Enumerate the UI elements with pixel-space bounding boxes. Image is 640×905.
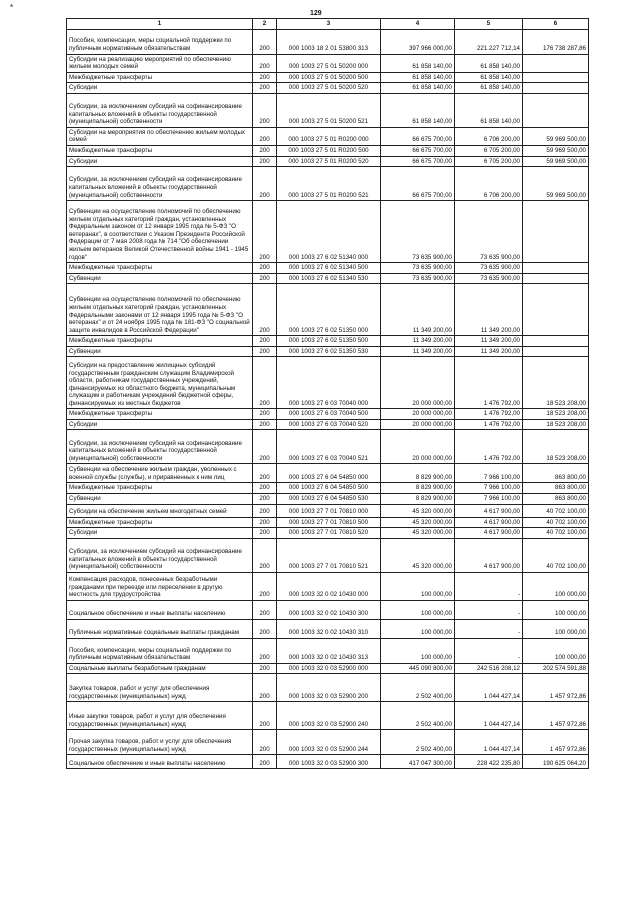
row-name: Пособия, компенсации, меры социальной поддержки по публичным нормативным обязательствам xyxy=(67,638,253,663)
row-executed: 4 617 900,00 xyxy=(455,504,523,517)
row-budget-code: 000 1003 18 2 01 53800 313 xyxy=(277,29,381,54)
row-unexecuted: 18 523 208,00 xyxy=(523,430,589,464)
row-name: Закупка товаров, работ и услуг для обеспечения государственных (муниципальных) нужд xyxy=(67,674,253,702)
row-line-code: 200 xyxy=(253,409,277,420)
row-executed: 7 966 100,00 xyxy=(455,494,523,505)
row-budget-code: 000 1003 27 6 04 54850 000 xyxy=(277,464,381,483)
row-unexecuted: 100 000,00 xyxy=(523,600,589,619)
table-row xyxy=(67,167,589,201)
row-budget-code: 000 1003 27 6 02 51350 500 xyxy=(277,336,381,347)
row-approved: 73 635 900,00 xyxy=(381,201,455,263)
row-budget-code: 000 1003 27 6 03 70040 000 xyxy=(277,357,381,409)
row-budget-code: 000 1003 32 0 03 52900 240 xyxy=(277,702,381,730)
row-executed: 61 858 140,00 xyxy=(455,83,523,94)
row-unexecuted xyxy=(523,201,589,263)
row-name: Пособия, компенсации, меры социальной поддержки по публичным нормативным обязательствам xyxy=(67,29,253,54)
row-budget-code: 000 1003 27 6 02 51340 000 xyxy=(277,201,381,263)
row-unexecuted xyxy=(523,346,589,357)
row-executed: 7 966 100,00 xyxy=(455,483,523,494)
row-budget-code: 000 1003 27 5 01 R0200 521 xyxy=(277,167,381,201)
row-unexecuted xyxy=(523,284,589,336)
row-budget-code: 000 1003 27 6 02 51350 000 xyxy=(277,284,381,336)
table-row xyxy=(67,127,589,145)
row-budget-code: 000 1003 32 0 03 52900 200 xyxy=(277,674,381,702)
row-executed: 6 705 200,00 xyxy=(455,156,523,167)
row-line-code: 200 xyxy=(253,663,277,674)
row-line-code: 200 xyxy=(253,619,277,638)
row-unexecuted: 40 702 100,00 xyxy=(523,528,589,539)
row-budget-code: 000 1003 27 7 01 70810 521 xyxy=(277,538,381,572)
row-name: Межбюджетные трансферты xyxy=(67,263,253,274)
table-row xyxy=(67,504,589,517)
row-budget-code: 000 1003 27 6 02 51340 500 xyxy=(277,263,381,274)
row-approved: 61 858 140,00 xyxy=(381,54,455,72)
row-unexecuted: 18 523 208,00 xyxy=(523,419,589,430)
row-name: Субсидии xyxy=(67,528,253,539)
row-line-code: 200 xyxy=(253,494,277,505)
row-executed: 11 349 200,00 xyxy=(455,336,523,347)
row-approved: 2 502 400,00 xyxy=(381,730,455,755)
table-row xyxy=(67,156,589,167)
row-budget-code: 000 1003 32 0 02 10430 310 xyxy=(277,619,381,638)
row-executed: 7 966 100,00 xyxy=(455,464,523,483)
row-approved: 11 349 200,00 xyxy=(381,336,455,347)
row-budget-code: 000 1003 27 5 01 50200 500 xyxy=(277,72,381,83)
row-approved: 445 090 800,00 xyxy=(381,663,455,674)
row-executed: 1 044 427,14 xyxy=(455,702,523,730)
table-row xyxy=(67,145,589,156)
row-executed: 242 516 208,12 xyxy=(455,663,523,674)
row-approved: 45 320 000,00 xyxy=(381,538,455,572)
row-unexecuted: 18 523 208,00 xyxy=(523,357,589,409)
row-unexecuted xyxy=(523,83,589,94)
row-approved: 61 858 140,00 xyxy=(381,93,455,127)
row-budget-code: 000 1003 27 6 04 54850 500 xyxy=(277,483,381,494)
header-cell: 4 xyxy=(381,19,455,30)
row-approved: 100 000,00 xyxy=(381,638,455,663)
row-name: Субсидии, за исключением субсидий на софинансирование капитальных вложений в объекты государственной (муниципальной) собственности xyxy=(67,538,253,572)
row-approved: 66 675 700,00 xyxy=(381,156,455,167)
table-row xyxy=(67,572,589,600)
row-budget-code: 000 1003 27 6 02 51340 530 xyxy=(277,273,381,284)
row-budget-code: 000 1003 27 5 01 R0200 000 xyxy=(277,127,381,145)
row-unexecuted: 100 000,00 xyxy=(523,619,589,638)
row-executed: 73 635 900,00 xyxy=(455,273,523,284)
row-unexecuted: 202 574 591,88 xyxy=(523,663,589,674)
row-line-code: 200 xyxy=(253,167,277,201)
row-approved: 11 349 200,00 xyxy=(381,346,455,357)
row-budget-code: 000 1003 32 0 02 10430 000 xyxy=(277,572,381,600)
header-cell: 1 xyxy=(67,19,253,30)
table-row xyxy=(67,674,589,702)
row-line-code: 200 xyxy=(253,83,277,94)
row-name: Межбюджетные трансферты xyxy=(67,72,253,83)
row-budget-code: 000 1003 32 0 03 52900 300 xyxy=(277,755,381,769)
table-row xyxy=(67,600,589,619)
row-executed: 228 422 235,80 xyxy=(455,755,523,769)
row-unexecuted: 40 702 100,00 xyxy=(523,504,589,517)
table-row xyxy=(67,619,589,638)
row-executed: 61 858 140,00 xyxy=(455,54,523,72)
table-row xyxy=(67,273,589,284)
row-budget-code: 000 1003 27 5 01 R0200 520 xyxy=(277,156,381,167)
row-approved: 20 000 000,00 xyxy=(381,419,455,430)
row-unexecuted: 176 738 287,86 xyxy=(523,29,589,54)
row-approved: 8 829 900,00 xyxy=(381,464,455,483)
row-unexecuted: 1 457 972,86 xyxy=(523,674,589,702)
table-body xyxy=(67,19,589,769)
row-budget-code: 000 1003 27 6 02 51350 530 xyxy=(277,346,381,357)
row-unexecuted: 190 625 064,20 xyxy=(523,755,589,769)
row-line-code: 200 xyxy=(253,430,277,464)
row-unexecuted: 100 000,00 xyxy=(523,638,589,663)
row-line-code: 200 xyxy=(253,528,277,539)
row-budget-code: 000 1003 27 6 03 70040 520 xyxy=(277,419,381,430)
row-budget-code: 000 1003 27 5 01 R0200 500 xyxy=(277,145,381,156)
row-line-code: 200 xyxy=(253,755,277,769)
table-row xyxy=(67,702,589,730)
row-line-code: 200 xyxy=(253,600,277,619)
row-approved: 66 675 700,00 xyxy=(381,167,455,201)
row-approved: 45 320 000,00 xyxy=(381,517,455,528)
table-row xyxy=(67,336,589,347)
table-row xyxy=(67,201,589,263)
row-executed: 4 617 900,00 xyxy=(455,528,523,539)
row-unexecuted: 59 969 500,00 xyxy=(523,156,589,167)
row-name: Субсидии на мероприятия по обеспечению жильем молодых семей xyxy=(67,127,253,145)
row-approved: 66 675 700,00 xyxy=(381,127,455,145)
row-approved: 20 000 000,00 xyxy=(381,430,455,464)
row-unexecuted xyxy=(523,336,589,347)
row-executed: 1 476 792,00 xyxy=(455,419,523,430)
row-executed: 61 858 140,00 xyxy=(455,93,523,127)
row-executed: 221 227 712,14 xyxy=(455,29,523,54)
row-unexecuted xyxy=(523,72,589,83)
row-name: Субсидии xyxy=(67,419,253,430)
row-name: Субсидии, за исключением субсидий на софинансирование капитальных вложений в объекты государственной (муниципальной) собственности xyxy=(67,430,253,464)
row-unexecuted: 40 702 100,00 xyxy=(523,517,589,528)
row-line-code: 200 xyxy=(253,674,277,702)
row-unexecuted xyxy=(523,93,589,127)
row-unexecuted: 863 800,00 xyxy=(523,483,589,494)
table-row xyxy=(67,638,589,663)
row-line-code: 200 xyxy=(253,93,277,127)
row-unexecuted xyxy=(523,263,589,274)
row-budget-code: 000 1003 32 0 03 52900 000 xyxy=(277,663,381,674)
row-approved: 100 000,00 xyxy=(381,619,455,638)
row-executed: 1 044 427,14 xyxy=(455,730,523,755)
row-name: Субвенции на обеспечение жильем граждан, уволенных с военной службы (службы), и приравненных к ним лиц xyxy=(67,464,253,483)
row-executed: 11 349 200,00 xyxy=(455,284,523,336)
table-row xyxy=(67,357,589,409)
row-name: Субсидии xyxy=(67,156,253,167)
row-executed: 4 617 900,00 xyxy=(455,538,523,572)
table-header-row xyxy=(67,19,589,30)
row-name: Межбюджетные трансферты xyxy=(67,517,253,528)
row-line-code: 200 xyxy=(253,127,277,145)
row-line-code: 200 xyxy=(253,517,277,528)
row-name: Прочая закупка товаров, работ и услуг для обеспечения государственных (муниципальных) нужд xyxy=(67,730,253,755)
row-unexecuted: 1 457 972,86 xyxy=(523,730,589,755)
row-line-code: 200 xyxy=(253,464,277,483)
row-line-code: 200 xyxy=(253,273,277,284)
row-line-code: 200 xyxy=(253,572,277,600)
row-approved: 397 966 000,00 xyxy=(381,29,455,54)
header-cell: 2 xyxy=(253,19,277,30)
row-executed: - xyxy=(455,600,523,619)
row-name: Субсидии на предоставление жилищных субсидий государственным гражданским служащим Владимирской области, работникам государственных учреждений, финансируемых из областного бюджета, муниципальным служащим и работникам учреждений бюджетной сферы, финансируемых из местных бюджетов xyxy=(67,357,253,409)
table-row xyxy=(67,263,589,274)
page-number: 129 xyxy=(310,10,322,17)
table-row xyxy=(67,663,589,674)
row-executed: - xyxy=(455,619,523,638)
row-budget-code: 000 1003 27 6 04 54850 530 xyxy=(277,494,381,505)
row-line-code: 200 xyxy=(253,702,277,730)
row-executed: 11 349 200,00 xyxy=(455,346,523,357)
row-line-code: 200 xyxy=(253,638,277,663)
row-name: Субсидии на реализацию мероприятий по обеспечению жильем молодых семей xyxy=(67,54,253,72)
row-line-code: 200 xyxy=(253,357,277,409)
table-row xyxy=(67,409,589,420)
row-budget-code: 000 1003 27 5 01 50200 520 xyxy=(277,83,381,94)
row-name: Субсидии, за исключением субсидий на софинансирование капитальных вложений в объекты государственной (муниципальной) собственности xyxy=(67,93,253,127)
row-approved: 61 858 140,00 xyxy=(381,72,455,83)
row-name: Субвенции xyxy=(67,346,253,357)
row-line-code: 200 xyxy=(253,145,277,156)
table-row xyxy=(67,538,589,572)
row-executed: 61 858 140,00 xyxy=(455,72,523,83)
row-executed: 6 706 200,00 xyxy=(455,167,523,201)
budget-table xyxy=(66,18,589,769)
row-name: Субвенции xyxy=(67,494,253,505)
table-row xyxy=(67,29,589,54)
row-approved: 20 000 000,00 xyxy=(381,357,455,409)
row-name: Субвенции на осуществление полномочий по обеспечению жильем отдельных категорий граждан, установленных Федеральным законом от 12 января 1995 года № 5-ФЗ "О ветеранах", в соответствии с Указом Президента Российской Федерации от 7 мая 2008 года № 714 "Об обеспечении жильем ветеранов Великой Отечественной войны 1941 - 1945 годов" xyxy=(67,201,253,263)
table-row xyxy=(67,517,589,528)
row-unexecuted: 100 000,00 xyxy=(523,572,589,600)
row-executed: 73 635 900,00 xyxy=(455,201,523,263)
row-name: Иные закупки товаров, работ и услуг для обеспечения государственных (муниципальных) нужд xyxy=(67,702,253,730)
row-name: Межбюджетные трансферты xyxy=(67,145,253,156)
row-executed: 73 635 900,00 xyxy=(455,263,523,274)
row-approved: 45 320 000,00 xyxy=(381,504,455,517)
row-line-code: 200 xyxy=(253,419,277,430)
row-approved: 2 502 400,00 xyxy=(381,702,455,730)
row-budget-code: 000 1003 27 6 03 70040 521 xyxy=(277,430,381,464)
row-line-code: 200 xyxy=(253,263,277,274)
row-unexecuted: 40 702 100,00 xyxy=(523,538,589,572)
row-executed: 6 706 200,00 xyxy=(455,127,523,145)
header-cell: 6 xyxy=(523,19,589,30)
row-name: Компенсация расходов, понесенных безработными гражданами при переезде или переселении в другую местность для трудоустройства xyxy=(67,572,253,600)
row-approved: 66 675 700,00 xyxy=(381,145,455,156)
table-row xyxy=(67,284,589,336)
row-executed: 4 617 900,00 xyxy=(455,517,523,528)
row-executed: 1 044 427,14 xyxy=(455,674,523,702)
row-name: Межбюджетные трансферты xyxy=(67,483,253,494)
table-row xyxy=(67,494,589,505)
table-row xyxy=(67,730,589,755)
row-budget-code: 000 1003 32 0 03 52900 244 xyxy=(277,730,381,755)
row-budget-code: 000 1003 27 5 01 50200 000 xyxy=(277,54,381,72)
row-line-code: 200 xyxy=(253,336,277,347)
row-approved: 73 635 900,00 xyxy=(381,263,455,274)
row-line-code: 200 xyxy=(253,346,277,357)
row-executed: 6 705 200,00 xyxy=(455,145,523,156)
table-row xyxy=(67,483,589,494)
table-row xyxy=(67,430,589,464)
row-line-code: 200 xyxy=(253,730,277,755)
table-row xyxy=(67,72,589,83)
row-line-code: 200 xyxy=(253,538,277,572)
row-approved: 2 502 400,00 xyxy=(381,674,455,702)
row-unexecuted: 1 457 972,86 xyxy=(523,702,589,730)
row-approved: 8 829 900,00 xyxy=(381,494,455,505)
row-line-code: 200 xyxy=(253,156,277,167)
row-budget-code: 000 1003 27 6 03 70040 500 xyxy=(277,409,381,420)
row-approved: 11 349 200,00 xyxy=(381,284,455,336)
table-row xyxy=(67,464,589,483)
row-line-code: 200 xyxy=(253,483,277,494)
row-unexecuted xyxy=(523,54,589,72)
row-unexecuted: 59 969 500,00 xyxy=(523,127,589,145)
row-name: Социальное обеспечение и иные выплаты населению xyxy=(67,755,253,769)
row-executed: 1 476 792,00 xyxy=(455,409,523,420)
row-name: Субсидии, за исключением субсидий на софинансирование капитальных вложений в объекты государственной (муниципальной) собственности xyxy=(67,167,253,201)
row-name: Публичные нормативные социальные выплаты гражданам xyxy=(67,619,253,638)
table-row xyxy=(67,755,589,769)
row-unexecuted: 59 969 500,00 xyxy=(523,167,589,201)
row-line-code: 200 xyxy=(253,504,277,517)
row-executed: 1 476 792,00 xyxy=(455,357,523,409)
row-approved: 100 000,00 xyxy=(381,572,455,600)
row-approved: 8 829 900,00 xyxy=(381,483,455,494)
row-approved: 100 000,00 xyxy=(381,600,455,619)
row-line-code: 200 xyxy=(253,29,277,54)
row-name: Социальные выплаты безработным гражданам xyxy=(67,663,253,674)
row-unexecuted xyxy=(523,273,589,284)
table-row xyxy=(67,93,589,127)
row-name: Субвенции на осуществление полномочий по обеспечению жильем отдельных категорий граждан, установленных Федеральными законами от 12 января 1995 года № 5-ФЗ "О ветеранах" и от 24 ноября 1995 года № 181-ФЗ "О социальной защите инвалидов в Российской Федерации" xyxy=(67,284,253,336)
table-row xyxy=(67,346,589,357)
row-approved: 45 320 000,00 xyxy=(381,528,455,539)
row-approved: 61 858 140,00 xyxy=(381,83,455,94)
row-line-code: 200 xyxy=(253,201,277,263)
row-budget-code: 000 1003 27 7 01 70810 500 xyxy=(277,517,381,528)
header-cell: 3 xyxy=(277,19,381,30)
row-name: Межбюджетные трансферты xyxy=(67,409,253,420)
corner-mark: * xyxy=(10,3,14,12)
row-executed: 1 476 792,00 xyxy=(455,430,523,464)
row-unexecuted: 59 969 500,00 xyxy=(523,145,589,156)
row-line-code: 200 xyxy=(253,284,277,336)
row-name: Социальное обеспечение и иные выплаты населению xyxy=(67,600,253,619)
row-unexecuted: 863 800,00 xyxy=(523,494,589,505)
row-budget-code: 000 1003 32 0 02 10430 313 xyxy=(277,638,381,663)
row-name: Субсидии xyxy=(67,83,253,94)
row-executed: - xyxy=(455,638,523,663)
row-budget-code: 000 1003 27 7 01 70810 520 xyxy=(277,528,381,539)
row-budget-code: 000 1003 27 7 01 70810 000 xyxy=(277,504,381,517)
table-row xyxy=(67,83,589,94)
row-name: Межбюджетные трансферты xyxy=(67,336,253,347)
row-budget-code: 000 1003 32 0 02 10430 300 xyxy=(277,600,381,619)
row-line-code: 200 xyxy=(253,54,277,72)
table-row xyxy=(67,528,589,539)
header-cell: 5 xyxy=(455,19,523,30)
row-executed: - xyxy=(455,572,523,600)
row-unexecuted: 18 523 208,00 xyxy=(523,409,589,420)
row-approved: 417 047 300,00 xyxy=(381,755,455,769)
row-budget-code: 000 1003 27 5 01 50200 521 xyxy=(277,93,381,127)
row-name: Субвенции xyxy=(67,273,253,284)
row-approved: 73 635 900,00 xyxy=(381,273,455,284)
table-row xyxy=(67,419,589,430)
row-unexecuted: 863 800,00 xyxy=(523,464,589,483)
table-row xyxy=(67,54,589,72)
row-line-code: 200 xyxy=(253,72,277,83)
row-approved: 20 000 000,00 xyxy=(381,409,455,420)
row-name: Субсидии на обеспечение жильем многодетных семей xyxy=(67,504,253,517)
